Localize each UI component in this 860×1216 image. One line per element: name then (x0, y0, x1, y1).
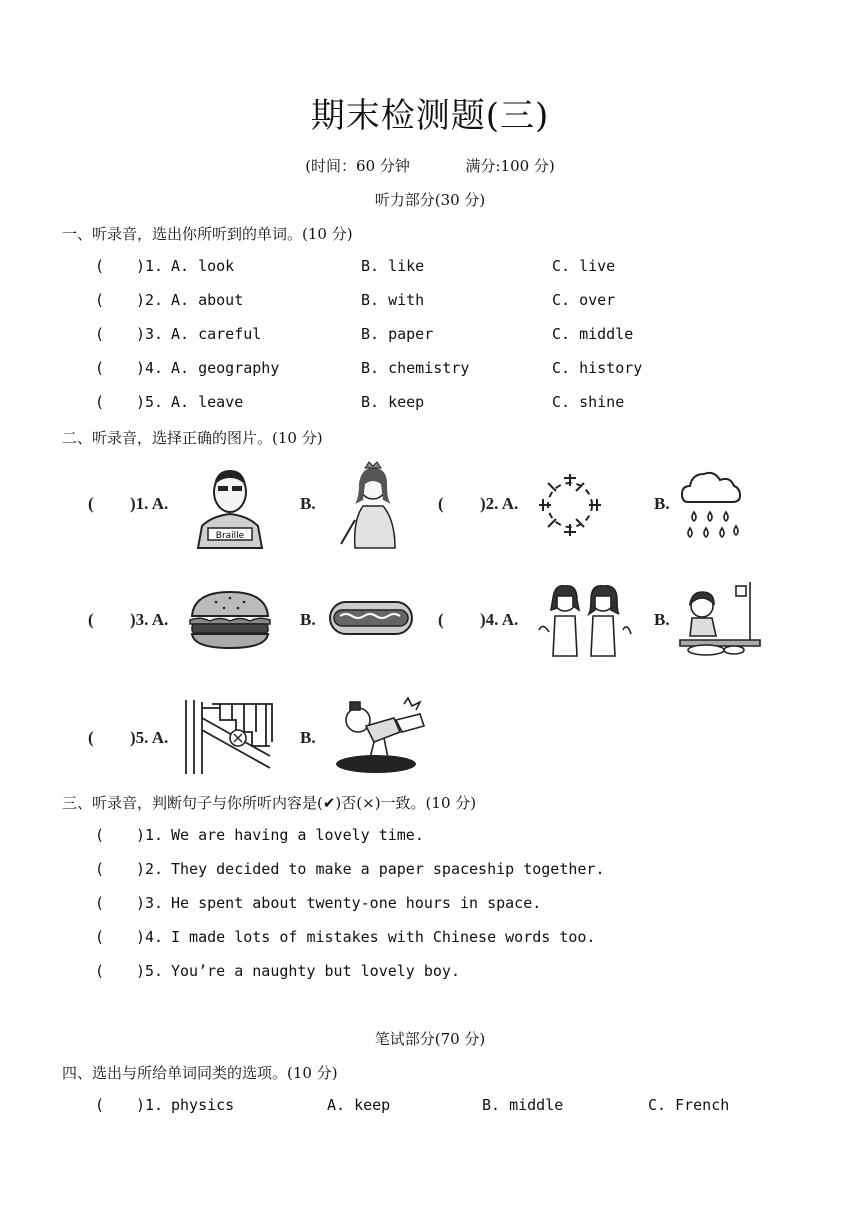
hot-dog-picture (328, 596, 414, 640)
stairs-ball-picture (180, 696, 276, 776)
two-girls-picture (535, 582, 635, 658)
falling-boy-picture (330, 696, 432, 776)
hamburger-picture (186, 588, 274, 650)
given-word: physics (171, 1096, 235, 1114)
picture-row-2: ( )3. A. B. ( )4. A. B. (0, 576, 860, 666)
princess-picture (335, 460, 411, 552)
option-b: B. like (361, 257, 425, 275)
sentence: We are having a lovely time. (171, 826, 424, 844)
option-b: B. with (361, 291, 425, 309)
picture-row-1: ( )1. A. Braille B. ( )2. A. B. (0, 458, 860, 548)
part2-heading: 二、听录音，选择正确的图片。(10 分) (62, 429, 323, 447)
boy-cooking-picture (676, 580, 762, 658)
option-c: C. French (648, 1096, 730, 1114)
picture-row-3: ( )5. A. B. (0, 694, 860, 784)
full-score: 满分:100 分) (465, 157, 555, 175)
option-a: A. keep (327, 1096, 391, 1114)
option-a: A. look (171, 257, 235, 275)
snowflake-ring-picture (533, 470, 607, 540)
exam-meta (0, 155, 860, 176)
part4-heading: 四、选出与所给单词同类的选项。(10 分) (62, 1064, 338, 1082)
option-a: A. leave (171, 393, 244, 411)
sentence: You’re a naughty but lovely boy. (171, 962, 460, 980)
part3-heading: 三、听录音，判断句子与你所听内容是(✔)否(×)一致。(10 分) (62, 794, 477, 812)
sentence: He spent about twenty-one hours in space. (171, 894, 542, 912)
option-a: A. careful (171, 325, 262, 343)
braille-reader-picture (192, 464, 268, 550)
option-b: B. middle (482, 1096, 564, 1114)
option-c: C. over (552, 291, 616, 309)
sentence: They decided to make a paper spaceship together. (171, 860, 605, 878)
part1-heading: 一、听录音，选出你所听到的单词。(10 分) (62, 225, 353, 243)
braille-label: Braille (215, 531, 245, 541)
option-c: C. shine (552, 393, 625, 411)
option-c: C. live (552, 257, 616, 275)
rain-cloud-picture (680, 466, 742, 542)
option-c: C. middle (552, 325, 634, 343)
option-a: A. geography (171, 359, 280, 377)
option-c: C. history (552, 359, 643, 377)
written-header: 笔试部分(70 分) (374, 1030, 486, 1048)
time-limit: (时间：60 分钟 (305, 157, 410, 175)
sentence: I made lots of mistakes with Chinese words too. (171, 928, 596, 946)
page-title: 期末检测题(三) (310, 96, 550, 136)
option-b: B. keep (361, 393, 425, 411)
option-a: A. about (171, 291, 244, 309)
option-b: B. chemistry (361, 359, 470, 377)
listening-header: 听力部分(30 分) (374, 191, 486, 209)
option-b: B. paper (361, 325, 434, 343)
